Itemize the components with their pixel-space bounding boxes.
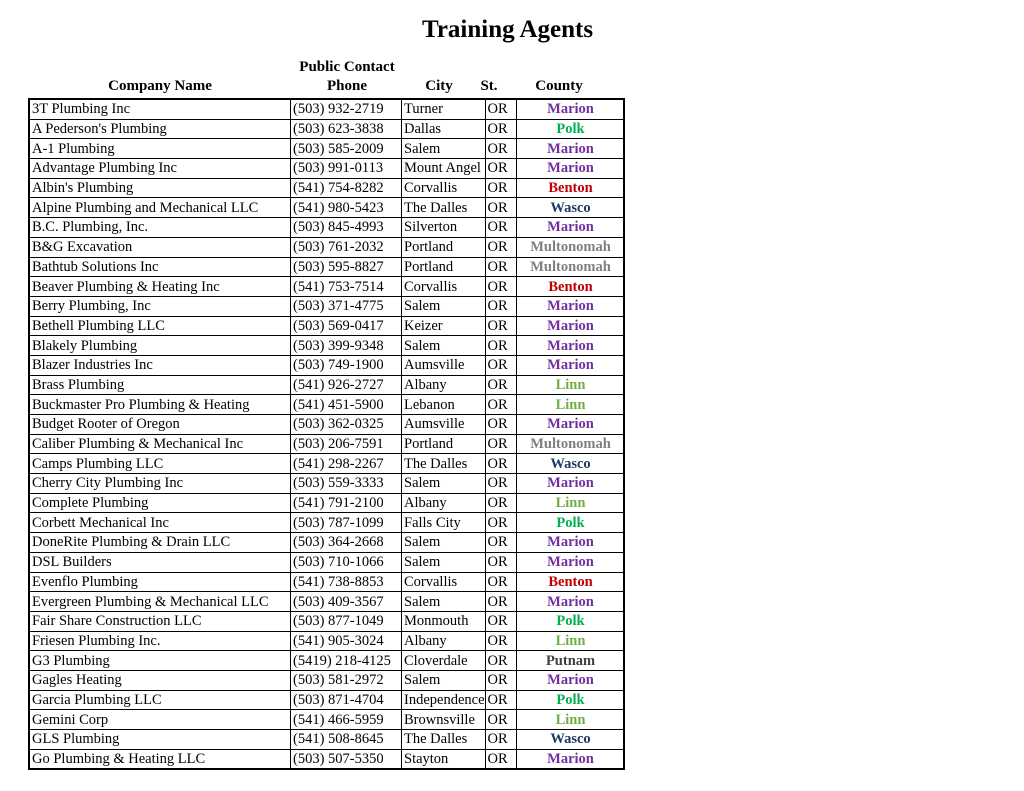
city-cell: Albany <box>402 375 486 395</box>
county-cell: Marion <box>516 159 624 179</box>
county-cell: Marion <box>516 218 624 238</box>
state-cell: OR <box>485 454 516 474</box>
table-row <box>29 572 624 592</box>
phone-cell: (541) 466-5959 <box>291 710 402 730</box>
state-cell: OR <box>485 434 516 454</box>
county-cell: Linn <box>516 395 624 415</box>
city-cell: The Dalles <box>402 454 486 474</box>
phone-cell: (541) 791-2100 <box>291 493 402 513</box>
state-cell: OR <box>485 99 516 119</box>
state-cell: OR <box>485 395 516 415</box>
city-cell: Salem <box>402 474 486 494</box>
city-cell: Salem <box>402 533 486 553</box>
phone-cell: (503) 710-1066 <box>291 552 402 572</box>
phone-cell: (541) 926-2727 <box>291 375 402 395</box>
county-cell: Marion <box>516 139 624 159</box>
state-cell: OR <box>485 139 516 159</box>
state-cell: OR <box>485 198 516 218</box>
table-row <box>29 395 624 415</box>
county-cell: Marion <box>516 415 624 435</box>
city-cell: Dallas <box>402 119 486 139</box>
city-cell: The Dalles <box>402 198 486 218</box>
table-row <box>29 119 624 139</box>
phone-cell: (503) 559-3333 <box>291 474 402 494</box>
county-cell: Multonomah <box>516 257 624 277</box>
phone-cell: (503) 364-2668 <box>291 533 402 553</box>
company-cell: Cherry City Plumbing Inc <box>29 474 291 494</box>
city-cell: Albany <box>402 493 486 513</box>
county-cell: Linn <box>516 375 624 395</box>
county-cell: Linn <box>516 631 624 651</box>
city-cell: Cloverdale <box>402 651 486 671</box>
column-header-city: City <box>425 78 453 94</box>
table-row <box>29 296 624 316</box>
table-row <box>29 493 624 513</box>
company-cell: Blakely Plumbing <box>29 336 291 356</box>
phone-cell: (503) 585-2009 <box>291 139 402 159</box>
county-cell: Multonomah <box>516 434 624 454</box>
table-row <box>29 139 624 159</box>
table-row <box>29 670 624 690</box>
state-cell: OR <box>485 690 516 710</box>
county-cell: Marion <box>516 355 624 375</box>
city-cell: Corvallis <box>402 277 486 297</box>
phone-cell: (503) 932-2719 <box>291 99 402 119</box>
state-cell: OR <box>485 178 516 198</box>
county-cell: Marion <box>516 533 624 553</box>
state-cell: OR <box>485 651 516 671</box>
phone-cell: (541) 980-5423 <box>291 198 402 218</box>
phone-cell: (503) 761-2032 <box>291 237 402 257</box>
state-cell: OR <box>485 730 516 750</box>
city-cell: Aumsville <box>402 355 486 375</box>
phone-cell: (503) 749-1900 <box>291 355 402 375</box>
company-cell: Bathtub Solutions Inc <box>29 257 291 277</box>
county-cell: Marion <box>516 296 624 316</box>
column-header-county: County <box>535 78 583 94</box>
table-row <box>29 611 624 631</box>
state-cell: OR <box>485 355 516 375</box>
county-cell: Wasco <box>516 454 624 474</box>
state-cell: OR <box>485 296 516 316</box>
table-row <box>29 513 624 533</box>
state-cell: OR <box>485 316 516 336</box>
state-cell: OR <box>485 257 516 277</box>
state-cell: OR <box>485 415 516 435</box>
company-cell: A Pederson's Plumbing <box>29 119 291 139</box>
table-row <box>29 99 624 119</box>
county-cell: Polk <box>516 611 624 631</box>
city-cell: Stayton <box>402 749 486 769</box>
phone-cell: (503) 877-1049 <box>291 611 402 631</box>
city-cell: Portland <box>402 237 486 257</box>
city-cell: Salem <box>402 552 486 572</box>
state-cell: OR <box>485 119 516 139</box>
company-cell: Berry Plumbing, Inc <box>29 296 291 316</box>
company-cell: B.C. Plumbing, Inc. <box>29 218 291 238</box>
city-cell: Albany <box>402 631 486 651</box>
phone-cell: (503) 787-1099 <box>291 513 402 533</box>
city-cell: Monmouth <box>402 611 486 631</box>
company-cell: GLS Plumbing <box>29 730 291 750</box>
county-cell: Benton <box>516 277 624 297</box>
county-cell: Polk <box>516 513 624 533</box>
county-cell: Putnam <box>516 651 624 671</box>
table-row <box>29 730 624 750</box>
city-cell: Portland <box>402 257 486 277</box>
table-row <box>29 178 624 198</box>
city-cell: Keizer <box>402 316 486 336</box>
company-cell: Garcia Plumbing LLC <box>29 690 291 710</box>
state-cell: OR <box>485 493 516 513</box>
company-cell: 3T Plumbing Inc <box>29 99 291 119</box>
table-row <box>29 415 624 435</box>
company-cell: Albin's Plumbing <box>29 178 291 198</box>
table-row <box>29 454 624 474</box>
company-cell: Evenflo Plumbing <box>29 572 291 592</box>
column-header-phone <box>291 58 403 96</box>
table-row <box>29 749 624 769</box>
city-cell: Corvallis <box>402 572 486 592</box>
state-cell: OR <box>485 513 516 533</box>
state-cell: OR <box>485 474 516 494</box>
table-row <box>29 631 624 651</box>
table-row <box>29 434 624 454</box>
county-cell: Marion <box>516 99 624 119</box>
table-row <box>29 552 624 572</box>
column-header-state: St. <box>480 78 498 94</box>
page-title: Training Agents <box>422 16 594 43</box>
table-row <box>29 159 624 179</box>
table-row <box>29 710 624 730</box>
table-row <box>29 533 624 553</box>
city-cell: Brownsville <box>402 710 486 730</box>
county-cell: Marion <box>516 316 624 336</box>
company-cell: Alpine Plumbing and Mechanical LLC <box>29 198 291 218</box>
state-cell: OR <box>485 552 516 572</box>
phone-cell: (503) 507-5350 <box>291 749 402 769</box>
phone-cell: (503) 362-0325 <box>291 415 402 435</box>
column-header-phone-line2: Phone <box>326 78 367 94</box>
phone-cell: (541) 754-8282 <box>291 178 402 198</box>
company-cell: Evergreen Plumbing & Mechanical LLC <box>29 592 291 612</box>
table-row <box>29 474 624 494</box>
state-cell: OR <box>485 592 516 612</box>
county-cell: Wasco <box>516 730 624 750</box>
city-cell: Salem <box>402 592 486 612</box>
agents-table-body <box>29 99 624 769</box>
phone-cell: (541) 298-2267 <box>291 454 402 474</box>
company-cell: Blazer Industries Inc <box>29 355 291 375</box>
phone-cell: (503) 845-4993 <box>291 218 402 238</box>
city-cell: Corvallis <box>402 178 486 198</box>
county-cell: Marion <box>516 670 624 690</box>
phone-cell: (503) 623-3838 <box>291 119 402 139</box>
city-cell: Falls City <box>402 513 486 533</box>
company-cell: Advantage Plumbing Inc <box>29 159 291 179</box>
city-cell: Portland <box>402 434 486 454</box>
company-cell: Corbett Mechanical Inc <box>29 513 291 533</box>
state-cell: OR <box>485 533 516 553</box>
phone-cell: (5419) 218-4125 <box>291 651 402 671</box>
phone-cell: (541) 738-8853 <box>291 572 402 592</box>
city-cell: Mount Angel <box>402 159 486 179</box>
county-cell: Marion <box>516 474 624 494</box>
column-header-company: Company Name <box>108 78 212 94</box>
phone-cell: (503) 581-2972 <box>291 670 402 690</box>
city-cell: Silverton <box>402 218 486 238</box>
county-cell: Wasco <box>516 198 624 218</box>
column-header-phone-line1: Public Contact <box>299 59 395 75</box>
company-cell: Beaver Plumbing & Heating Inc <box>29 277 291 297</box>
company-cell: Gagles Heating <box>29 670 291 690</box>
county-cell: Marion <box>516 552 624 572</box>
city-cell: Salem <box>402 296 486 316</box>
company-cell: Go Plumbing & Heating LLC <box>29 749 291 769</box>
county-cell: Polk <box>516 690 624 710</box>
state-cell: OR <box>485 336 516 356</box>
state-cell: OR <box>485 375 516 395</box>
company-cell: A-1 Plumbing <box>29 139 291 159</box>
city-cell: Independence <box>402 690 486 710</box>
table-row <box>29 257 624 277</box>
county-cell: Benton <box>516 572 624 592</box>
table-row <box>29 218 624 238</box>
phone-cell: (541) 451-5900 <box>291 395 402 415</box>
company-cell: Bethell Plumbing LLC <box>29 316 291 336</box>
table-row <box>29 592 624 612</box>
table-row <box>29 237 624 257</box>
county-cell: Polk <box>516 119 624 139</box>
company-cell: Brass Plumbing <box>29 375 291 395</box>
table-row <box>29 198 624 218</box>
company-cell: Gemini Corp <box>29 710 291 730</box>
state-cell: OR <box>485 237 516 257</box>
company-cell: Friesen Plumbing Inc. <box>29 631 291 651</box>
phone-cell: (503) 569-0417 <box>291 316 402 336</box>
table-row <box>29 375 624 395</box>
table-row <box>29 336 624 356</box>
county-cell: Linn <box>516 710 624 730</box>
table-row <box>29 690 624 710</box>
county-cell: Marion <box>516 592 624 612</box>
city-cell: Salem <box>402 336 486 356</box>
table-row <box>29 651 624 671</box>
county-cell: Marion <box>516 336 624 356</box>
company-cell: Fair Share Construction LLC <box>29 611 291 631</box>
company-cell: Camps Plumbing LLC <box>29 454 291 474</box>
state-cell: OR <box>485 631 516 651</box>
state-cell: OR <box>485 277 516 297</box>
state-cell: OR <box>485 572 516 592</box>
phone-cell: (503) 409-3567 <box>291 592 402 612</box>
phone-cell: (503) 871-4704 <box>291 690 402 710</box>
table-row <box>29 316 624 336</box>
phone-cell: (541) 905-3024 <box>291 631 402 651</box>
company-cell: G3 Plumbing <box>29 651 291 671</box>
company-cell: B&G Excavation <box>29 237 291 257</box>
county-cell: Linn <box>516 493 624 513</box>
county-cell: Multonomah <box>516 237 624 257</box>
state-cell: OR <box>485 611 516 631</box>
phone-cell: (503) 371-4775 <box>291 296 402 316</box>
phone-cell: (541) 753-7514 <box>291 277 402 297</box>
table-row <box>29 277 624 297</box>
company-cell: Complete Plumbing <box>29 493 291 513</box>
phone-cell: (503) 206-7591 <box>291 434 402 454</box>
phone-cell: (541) 508-8645 <box>291 730 402 750</box>
state-cell: OR <box>485 749 516 769</box>
city-cell: Turner <box>402 99 486 119</box>
company-cell: DoneRite Plumbing & Drain LLC <box>29 533 291 553</box>
phone-cell: (503) 595-8827 <box>291 257 402 277</box>
state-cell: OR <box>485 710 516 730</box>
city-cell: The Dalles <box>402 730 486 750</box>
company-cell: DSL Builders <box>29 552 291 572</box>
company-cell: Caliber Plumbing & Mechanical Inc <box>29 434 291 454</box>
county-cell: Marion <box>516 749 624 769</box>
table-row <box>29 355 624 375</box>
state-cell: OR <box>485 670 516 690</box>
county-cell: Benton <box>516 178 624 198</box>
city-cell: Aumsville <box>402 415 486 435</box>
phone-cell: (503) 991-0113 <box>291 159 402 179</box>
state-cell: OR <box>485 218 516 238</box>
agents-table <box>28 98 625 770</box>
city-cell: Salem <box>402 670 486 690</box>
city-cell: Salem <box>402 139 486 159</box>
state-cell: OR <box>485 159 516 179</box>
company-cell: Budget Rooter of Oregon <box>29 415 291 435</box>
phone-cell: (503) 399-9348 <box>291 336 402 356</box>
company-cell: Buckmaster Pro Plumbing & Heating <box>29 395 291 415</box>
city-cell: Lebanon <box>402 395 486 415</box>
